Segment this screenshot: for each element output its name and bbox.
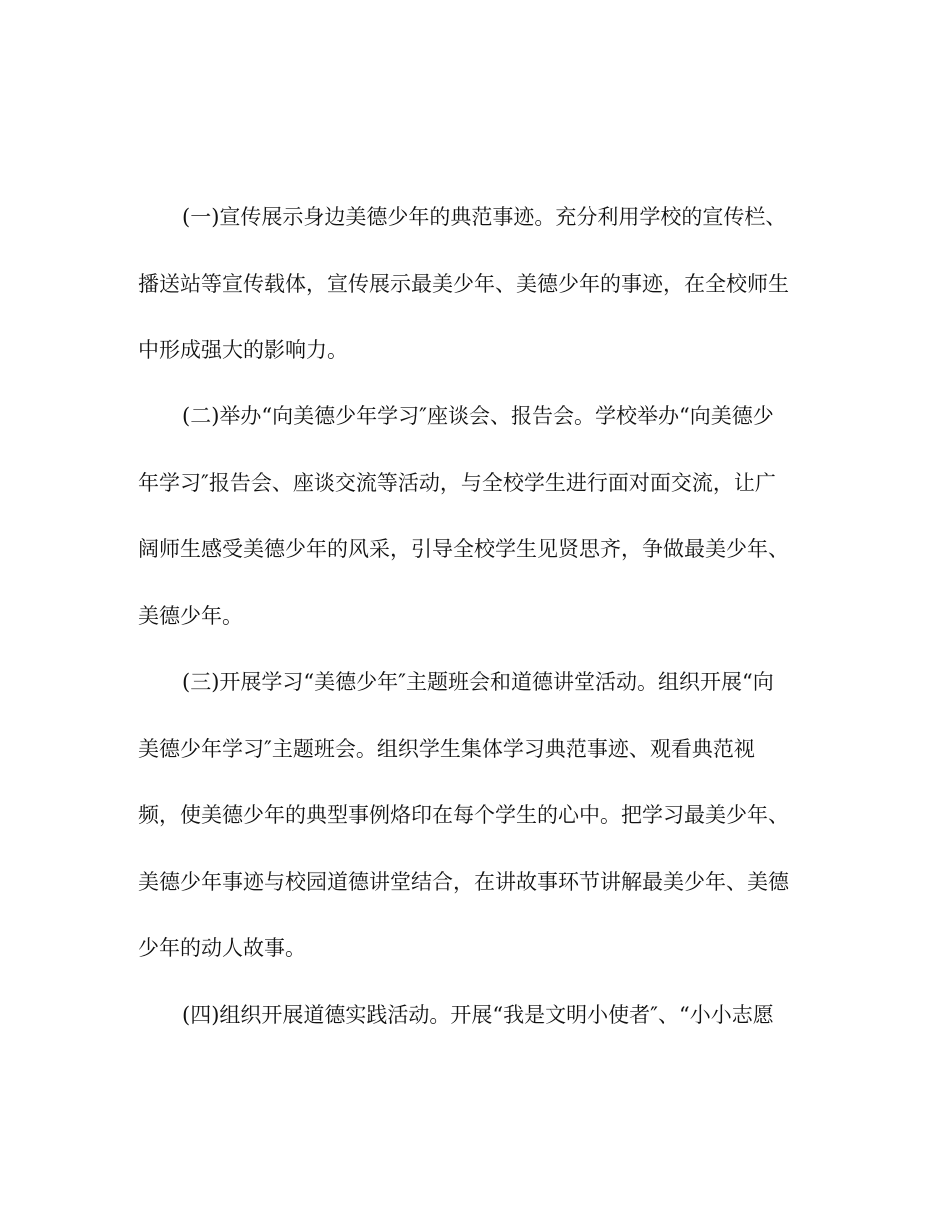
paragraph-2-line-1: (二)举办“向美德少年学习″座谈会、报告会。学校举办“向美德少 <box>182 404 774 428</box>
paragraph-3-line-3: 频，使美德少年的典型事例烙印在每个学生的心中。把学习最美少年、 <box>138 803 789 827</box>
paragraph-1-line-3: 中形成强大的影响力。 <box>138 338 348 362</box>
paragraph-3-line-5: 少年的动人故事。 <box>138 936 306 960</box>
paragraph-3-line-2: 美德少年学习″主题班会。组织学生集体学习典范事迹、观看典范视 <box>138 737 755 761</box>
paragraph-3-line-1: (三)开展学习“美德少年″主题班会和道德讲堂活动。组织开展“向 <box>182 670 774 694</box>
paragraph-1-line-1: (一)宣传展示身边美德少年的典范事迹。充分利用学校的宣传栏、 <box>182 205 787 229</box>
paragraph-1-line-2: 播送站等宣传载体，宣传展示最美少年、美德少年的事迹，在全校师生 <box>138 272 789 296</box>
paragraph-3-line-4: 美德少年事迹与校园道德讲堂结合，在讲故事环节讲解最美少年、美德 <box>138 870 789 894</box>
paragraph-4-line-1: (四)组织开展道德实践活动。开展“我是文明小使者″、“小小志愿 <box>182 1003 774 1027</box>
paragraph-2-line-2: 年学习″报告会、座谈交流等活动，与全校学生进行面对面交流，让广 <box>138 471 776 495</box>
paragraph-2-line-4: 美德少年。 <box>138 604 243 628</box>
paragraph-2-line-3: 阔师生感受美德少年的风采，引导全校学生见贤思齐，争做最美少年、 <box>138 537 789 561</box>
